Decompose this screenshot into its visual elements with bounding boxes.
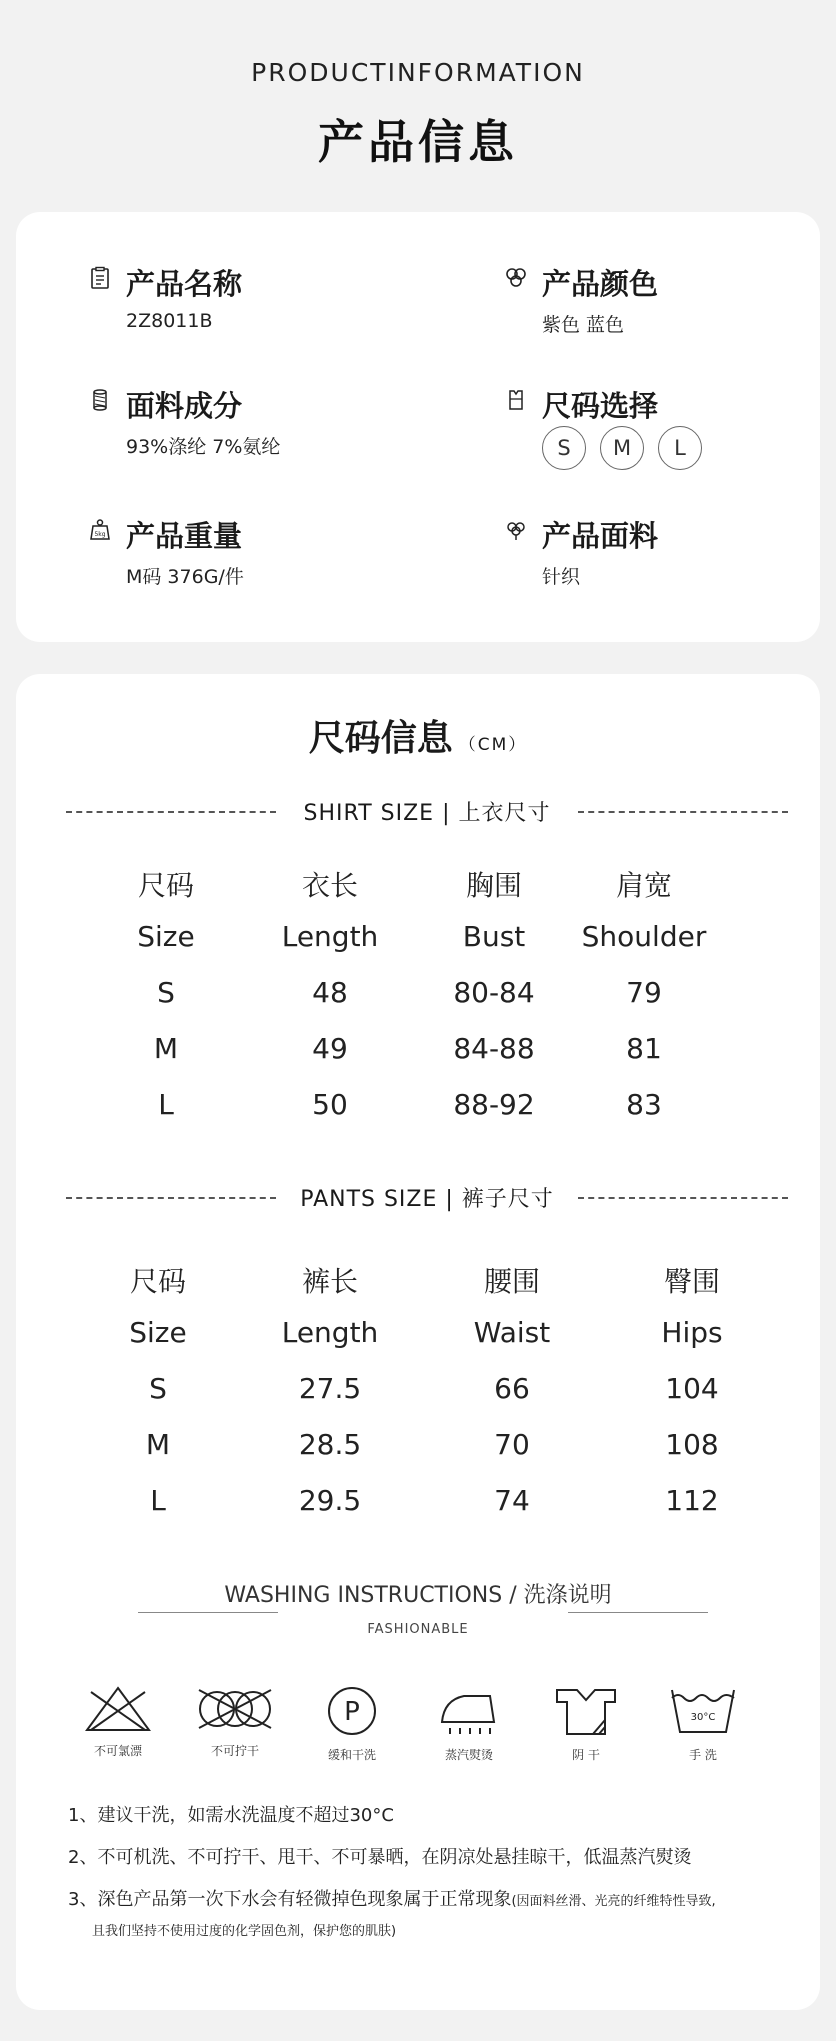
yarn-spool-icon: [88, 388, 112, 412]
table-header-cell: 胸围: [465, 869, 523, 902]
table-header-cell: Length: [281, 920, 379, 953]
table-cell: M: [145, 1428, 171, 1461]
table-header-cell: Bust: [462, 920, 526, 953]
table-cell: 27.5: [298, 1372, 362, 1405]
divider: [568, 1612, 708, 1613]
fabric-title: 面料成分: [126, 389, 243, 423]
table-cell: M: [153, 1032, 179, 1065]
table-header-cell: 肩宽: [615, 869, 673, 902]
care-label: 不可拧干: [210, 1744, 259, 1758]
care-label: 阴 干: [572, 1748, 600, 1762]
header-cn-title: 产品信息: [318, 115, 518, 169]
table-header-cell: Waist: [473, 1316, 551, 1349]
header-en-title: PRODUCTINFORMATION: [251, 58, 585, 87]
table-header-cell: 裤长: [301, 1265, 359, 1298]
washing-notes: [68, 1804, 808, 1962]
dry-clean-icon: [325, 1684, 379, 1738]
size-select-title: 尺码选择: [542, 389, 659, 423]
shirt-size-label: SHIRT SIZE | 上衣尺寸: [296, 801, 559, 826]
size-info-title: 尺码信息 （CM）: [308, 718, 528, 759]
svg-text:5kg: 5kg: [94, 531, 106, 538]
size-option-m[interactable]: M: [600, 426, 644, 470]
wash-temp-label: 30°C: [690, 1712, 716, 1723]
no-bleach-icon: [83, 1684, 153, 1734]
product-name-value: 2Z8011B: [126, 310, 213, 332]
table-row: [16, 1316, 820, 1372]
pants-size-table: [16, 1260, 820, 1540]
cotton-flower-icon: [504, 518, 528, 542]
weight-value: M码 376G/件: [126, 566, 244, 588]
table-cell: 80-84: [453, 976, 535, 1009]
table-cell: S: [157, 976, 175, 1009]
shirt-size-table: [16, 864, 820, 1144]
care-item-dry-clean: [302, 1684, 402, 1763]
table-header-cell: Hips: [661, 1316, 723, 1349]
table-row: [16, 1260, 820, 1316]
table-cell: 49: [312, 1032, 348, 1065]
hand-wash-icon: [668, 1684, 738, 1738]
care-item-steam-iron: [419, 1684, 519, 1763]
shade-dry-icon: [553, 1684, 619, 1738]
size-unit: （CM）: [458, 735, 528, 755]
table-header-cell: Length: [281, 1316, 379, 1349]
material-title: 产品面料: [542, 519, 659, 553]
size-option-s[interactable]: S: [542, 426, 586, 470]
care-label: 缓和干洗: [327, 1748, 376, 1762]
table-header-cell: 臀围: [663, 1265, 721, 1298]
divider: [138, 1612, 278, 1613]
table-cell: 66: [494, 1372, 530, 1405]
table-cell: 83: [626, 1088, 662, 1121]
care-item-shade-dry: [536, 1684, 636, 1763]
care-label: 手 洗: [689, 1748, 717, 1762]
table-header-cell: Shoulder: [581, 920, 707, 953]
product-color-value: 紫色 蓝色: [542, 314, 625, 336]
material-value: 针织: [542, 566, 581, 588]
washing-title: WASHING INSTRUCTIONS / 洗涤说明: [224, 1583, 612, 1608]
table-row: [16, 976, 820, 1032]
table-cell: 74: [494, 1484, 530, 1517]
palette-icon: [504, 266, 528, 290]
washing-subtitle: FASHIONABLE: [367, 1622, 469, 1637]
note-item: 且我们坚持不使用过度的化学固色剂，保护您的肌肤): [92, 1924, 397, 1939]
table-cell: 29.5: [298, 1484, 362, 1517]
pants-size-divider: [66, 1182, 788, 1212]
table-header-cell: Size: [137, 920, 195, 953]
table-cell: 104: [665, 1372, 719, 1405]
table-cell: 70: [494, 1428, 530, 1461]
table-header-cell: 衣长: [301, 869, 359, 902]
note-item: 3、深色产品第一次下水会有轻微掉色现象属于正常现象(因面料丝滑、光亮的纤维特性导致,: [68, 1889, 716, 1910]
size-options: [542, 426, 702, 470]
product-info-card: [16, 212, 820, 642]
table-row: [16, 920, 820, 976]
table-row: [16, 1484, 820, 1540]
svg-text:P: P: [344, 1697, 360, 1727]
table-header-cell: 尺码: [129, 1265, 187, 1298]
clipboard-icon: [88, 266, 112, 290]
care-item-no-bleach: [68, 1684, 168, 1759]
fabric-value: 93%涤纶 7%氨纶: [126, 436, 281, 458]
size-info-card: [16, 674, 820, 2010]
note-detail: (因面料丝滑、光亮的纤维特性导致,: [511, 1894, 716, 1909]
size-tag-icon: [504, 388, 528, 412]
care-item-hand-wash: [653, 1684, 753, 1763]
table-cell: S: [149, 1372, 167, 1405]
table-cell: 50: [312, 1088, 348, 1121]
size-option-l[interactable]: L: [658, 426, 702, 470]
product-name-title: 产品名称: [126, 267, 243, 301]
table-cell: 112: [665, 1484, 719, 1517]
table-cell: 81: [626, 1032, 662, 1065]
product-color-title: 产品颜色: [542, 267, 659, 301]
table-header-cell: 尺码: [137, 869, 195, 902]
table-cell: L: [150, 1484, 166, 1517]
table-cell: 28.5: [298, 1428, 362, 1461]
table-row: [16, 1372, 820, 1428]
table-cell: 48: [312, 976, 348, 1009]
table-header-cell: Size: [129, 1316, 187, 1349]
weight-icon: [88, 518, 112, 542]
care-label: 蒸汽熨烫: [444, 1748, 493, 1762]
table-cell: 108: [665, 1428, 719, 1461]
note-item: 1、建议干洗，如需水洗温度不超过30°C: [68, 1805, 394, 1826]
steam-iron-icon: [434, 1684, 504, 1738]
table-cell: 88-92: [453, 1088, 535, 1121]
pants-size-label: PANTS SIZE | 裤子尺寸: [292, 1187, 562, 1212]
care-label: 不可氯漂: [93, 1744, 142, 1758]
table-row: [16, 1428, 820, 1484]
care-item-no-wring: [185, 1684, 285, 1759]
weight-title: 产品重量: [126, 519, 243, 553]
note-item: 2、不可机洗、不可拧干、甩干、不可暴晒，在阴凉处悬挂晾干，低温蒸汽熨烫: [68, 1847, 692, 1868]
table-row: [16, 1032, 820, 1088]
table-header-cell: 腰围: [483, 1265, 541, 1298]
table-cell: 84-88: [453, 1032, 535, 1065]
table-row: [16, 1088, 820, 1144]
shirt-size-divider: [66, 796, 788, 826]
table-row: [16, 864, 820, 920]
no-wring-icon: [193, 1684, 277, 1734]
table-cell: 79: [626, 976, 662, 1009]
table-cell: L: [158, 1088, 174, 1121]
